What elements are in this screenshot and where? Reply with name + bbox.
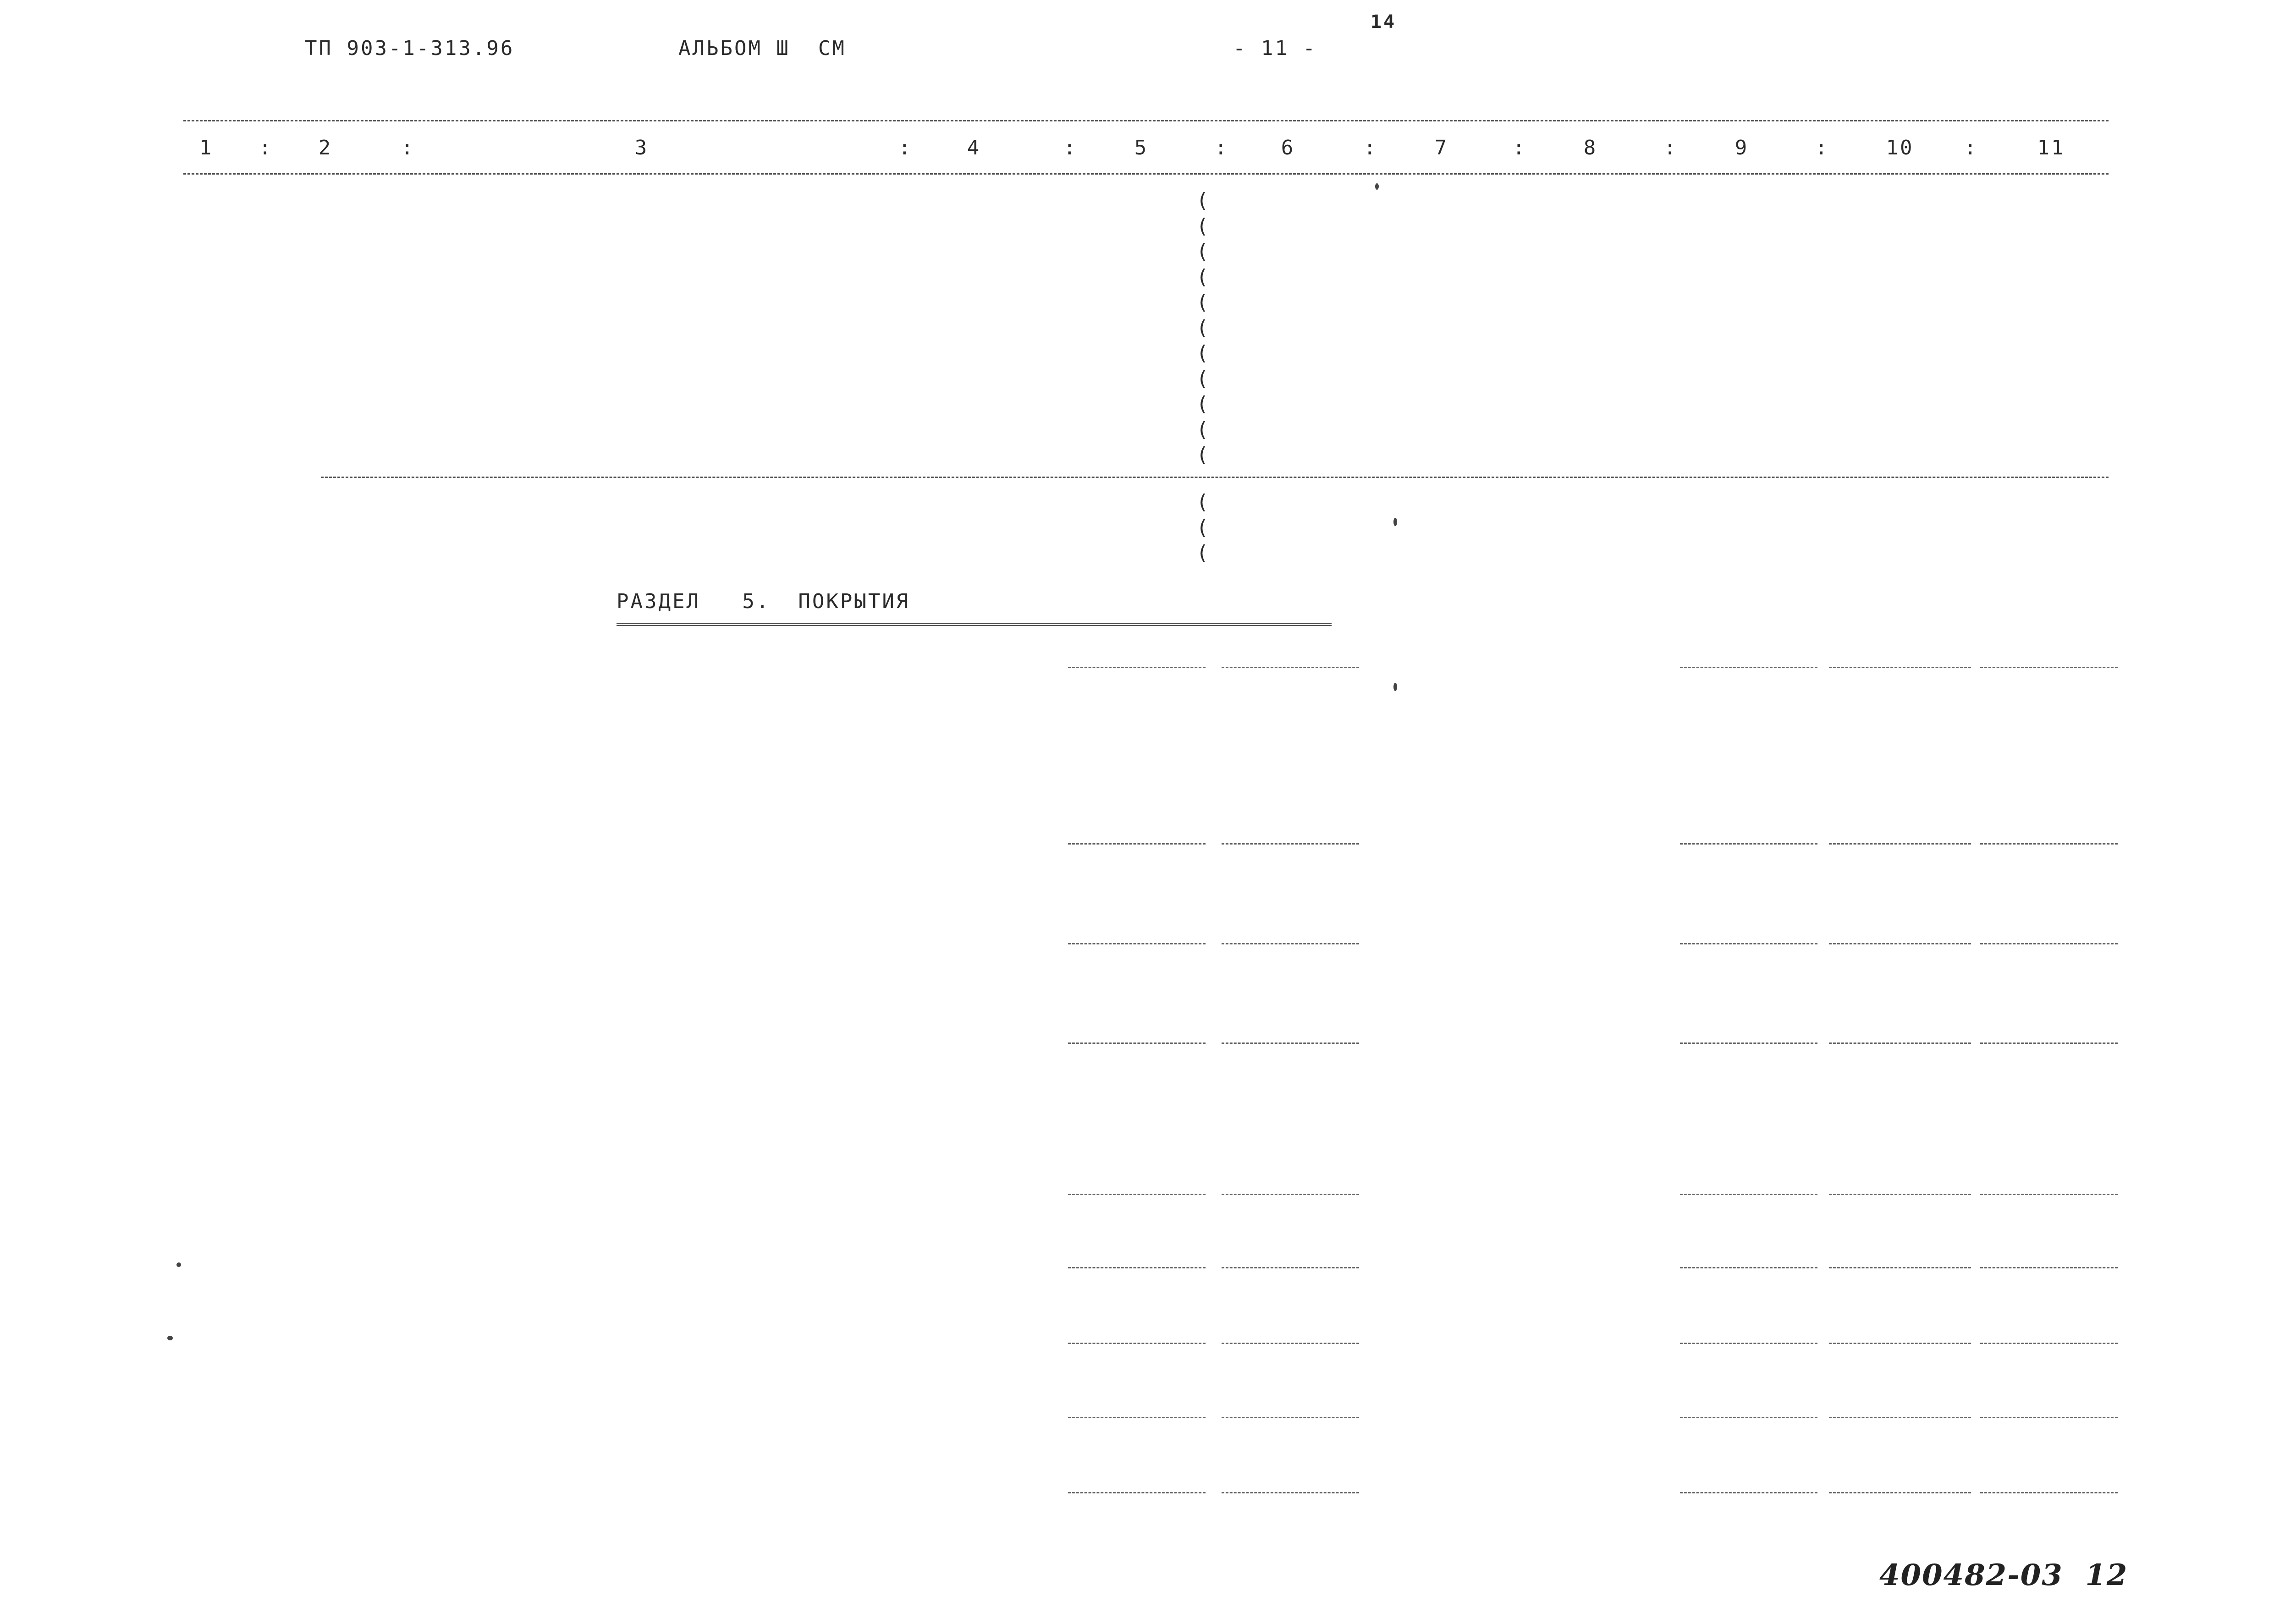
fraction-rule bbox=[1980, 1267, 2118, 1268]
fraction-rule bbox=[1980, 667, 2118, 668]
column-separator: : bbox=[401, 136, 415, 159]
column-separator: : bbox=[1215, 136, 1229, 159]
summary-paren-open: ( bbox=[1196, 541, 1211, 565]
fraction-rule bbox=[1680, 1417, 1817, 1418]
summary-paren-open: ( bbox=[1196, 516, 1211, 539]
summary-paren-open: ( bbox=[1196, 291, 1211, 314]
fraction-rule bbox=[1680, 943, 1817, 944]
summary-paren-open: ( bbox=[1196, 490, 1211, 514]
fraction-rule bbox=[1068, 1042, 1206, 1044]
fraction-rule bbox=[1829, 1194, 1971, 1195]
column-number: 8 bbox=[1583, 136, 1598, 159]
fraction-rule bbox=[1680, 1267, 1817, 1268]
fraction-rule bbox=[1829, 1343, 1971, 1344]
fraction-rule bbox=[1680, 1194, 1817, 1195]
column-separator: : bbox=[1815, 136, 1829, 159]
column-number: 4 bbox=[967, 136, 981, 159]
fraction-rule bbox=[1068, 1417, 1206, 1418]
summary-paren-open: ( bbox=[1196, 417, 1211, 441]
scan-artifact bbox=[167, 1336, 173, 1340]
fraction-rule bbox=[1068, 667, 1206, 668]
page-mark: 14 bbox=[1371, 11, 1397, 33]
summary-paren-open: ( bbox=[1196, 189, 1211, 212]
fraction-rule bbox=[1222, 667, 1359, 668]
fraction-rule bbox=[1980, 943, 2118, 944]
fraction-rule bbox=[1829, 1267, 1971, 1268]
fraction-rule bbox=[1068, 1492, 1206, 1493]
fraction-rule bbox=[1829, 1492, 1971, 1493]
column-number: 2 bbox=[318, 136, 333, 159]
column-number: 9 bbox=[1734, 136, 1749, 159]
scan-artifact bbox=[1393, 683, 1397, 691]
table-top-rule bbox=[183, 120, 2109, 121]
summary-paren-open: ( bbox=[1196, 316, 1211, 340]
section-title-underline bbox=[617, 623, 1332, 626]
column-separator: : bbox=[1513, 136, 1527, 159]
fraction-rule bbox=[1222, 943, 1359, 944]
fraction-rule bbox=[1829, 843, 1971, 845]
fraction-rule bbox=[1068, 1267, 1206, 1268]
fraction-rule bbox=[1068, 843, 1206, 845]
fraction-rule bbox=[1980, 843, 2118, 845]
fraction-rule bbox=[1068, 943, 1206, 944]
column-number: 6 bbox=[1281, 136, 1295, 159]
column-separator: : bbox=[1063, 136, 1078, 159]
fraction-rule bbox=[1068, 1343, 1206, 1344]
fraction-rule bbox=[1980, 1042, 2118, 1044]
fraction-rule bbox=[1222, 1042, 1359, 1044]
fraction-rule bbox=[1680, 1042, 1817, 1044]
summary-paren-open: ( bbox=[1196, 341, 1211, 365]
summary-paren-open: ( bbox=[1196, 240, 1211, 263]
fraction-rule bbox=[1222, 1194, 1359, 1195]
section-title: РАЗДЕЛ 5. ПОКРЫТИЯ bbox=[617, 590, 910, 613]
column-separator: : bbox=[1364, 136, 1378, 159]
doc-code: ТП 903-1-313.96 bbox=[305, 37, 515, 60]
fraction-rule bbox=[1680, 1343, 1817, 1344]
summary-separator bbox=[321, 477, 2109, 478]
page-number: - 11 - bbox=[1233, 37, 1317, 60]
fraction-rule bbox=[1068, 1194, 1206, 1195]
column-number: 1 bbox=[199, 136, 214, 159]
summary-paren-open: ( bbox=[1196, 214, 1211, 238]
fraction-rule bbox=[1980, 1417, 2118, 1418]
handwritten-doc-number: 400482-03 12 bbox=[1879, 1558, 2128, 1592]
scan-artifact bbox=[176, 1262, 181, 1267]
fraction-rule bbox=[1680, 667, 1817, 668]
album-label: АЛЬБОМ Ш СМ bbox=[678, 37, 846, 60]
fraction-rule bbox=[1980, 1194, 2118, 1195]
fraction-rule bbox=[1680, 1492, 1817, 1493]
column-separator: : bbox=[1964, 136, 1978, 159]
scan-artifact bbox=[1375, 183, 1379, 190]
fraction-rule bbox=[1222, 1343, 1359, 1344]
fraction-rule bbox=[1680, 843, 1817, 845]
fraction-rule bbox=[1829, 1042, 1971, 1044]
column-number: 7 bbox=[1434, 136, 1449, 159]
table-header-rule bbox=[183, 173, 2109, 175]
fraction-rule bbox=[1829, 667, 1971, 668]
fraction-rule bbox=[1980, 1492, 2118, 1493]
column-number: 5 bbox=[1134, 136, 1149, 159]
fraction-rule bbox=[1980, 1343, 2118, 1344]
fraction-rule bbox=[1222, 1417, 1359, 1418]
fraction-rule bbox=[1829, 1417, 1971, 1418]
fraction-rule bbox=[1829, 943, 1971, 944]
column-number: 10 bbox=[1886, 136, 1914, 159]
fraction-rule bbox=[1222, 1492, 1359, 1493]
fraction-rule bbox=[1222, 843, 1359, 845]
summary-paren-open: ( bbox=[1196, 443, 1211, 466]
summary-paren-open: ( bbox=[1196, 392, 1211, 416]
column-separator: : bbox=[1664, 136, 1678, 159]
summary-paren-open: ( bbox=[1196, 265, 1211, 289]
fraction-rule bbox=[1222, 1267, 1359, 1268]
column-number: 3 bbox=[634, 136, 649, 159]
column-separator: : bbox=[259, 136, 273, 159]
scan-artifact bbox=[1393, 518, 1397, 526]
column-number: 11 bbox=[2037, 136, 2065, 159]
column-separator: : bbox=[898, 136, 913, 159]
summary-paren-open: ( bbox=[1196, 367, 1211, 390]
